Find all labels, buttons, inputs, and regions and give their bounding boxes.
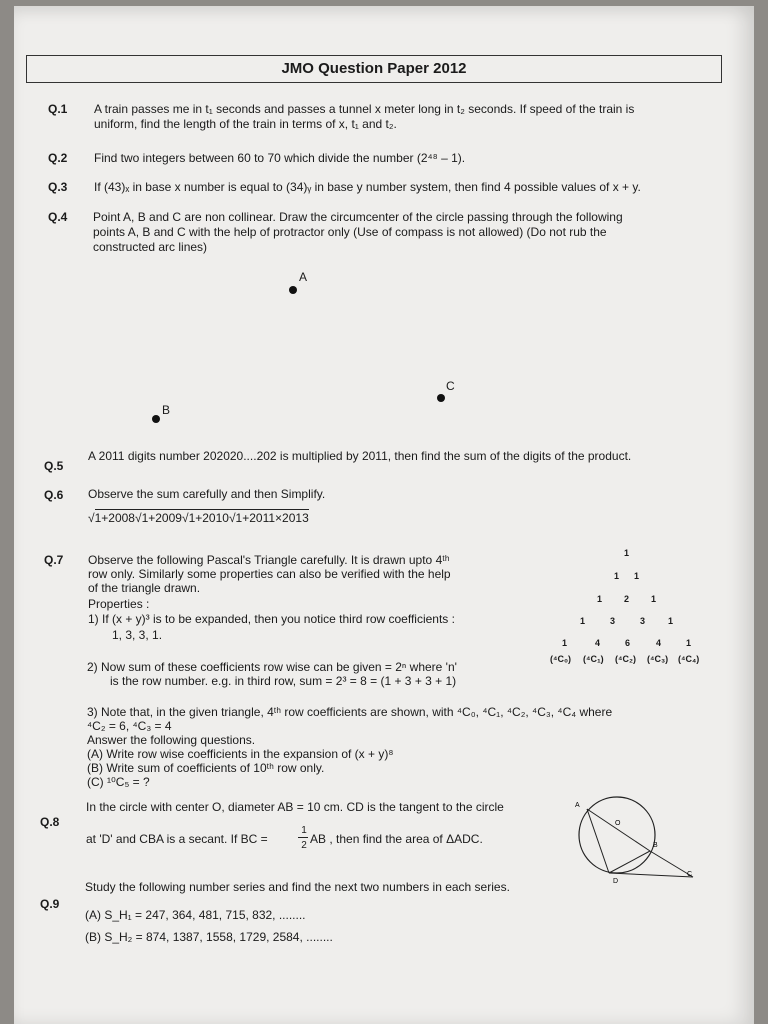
question-text: AB , then find the area of ΔADC. (310, 832, 483, 846)
question-text: row only. Similarly some properties can also be verified with the help (88, 567, 451, 581)
pascal-entry: 6 (625, 638, 631, 648)
question-text: Observe the sum carefully and then Simplify. (88, 487, 326, 501)
pascal-entry: 1 (634, 571, 640, 581)
point-label-a: A (299, 270, 308, 284)
question-number: Q.3 (48, 180, 68, 194)
properties-heading: Properties : (88, 597, 150, 611)
question-text: at 'D' and CBA is a secant. If BC = (86, 832, 268, 846)
circle-tangent-diagram (565, 795, 705, 885)
question-number: Q.7 (44, 553, 64, 567)
property-text: 2) Now sum of these coefficients row wise can be given = 2ⁿ where 'n' (87, 660, 457, 674)
pascal-entry: 1 (651, 594, 657, 604)
question-number: Q.1 (48, 102, 68, 116)
question-text: A train passes me in t₁ seconds and passes a tunnel x meter long in t₂ seconds. If speed of the train is (94, 102, 635, 116)
property-text: 1, 3, 3, 1. (112, 628, 163, 642)
radical-term: 1+2010 (188, 511, 229, 525)
question-text: points A, B and C with the help of protractor only (Use of compass is not allowed) (Do not rub the (93, 225, 607, 239)
circle (579, 797, 655, 873)
pascal-entry: 2 (624, 594, 630, 604)
label-a: A (575, 802, 580, 809)
point-label-c: C (446, 379, 455, 393)
question-text: A 2011 digits number 202020....202 is multiplied by 2011, then find the sum of the digits of the product. (88, 449, 632, 463)
property-text: 1) If (x + y)³ is to be expanded, then you notice third row coefficients : (88, 612, 455, 626)
combination-label: (⁴C₁) (583, 654, 604, 664)
question-text: uniform, find the length of the train in terms of x, t₁ and t₂. (94, 117, 397, 131)
sub-question: (B) Write sum of coefficients of 10ᵗʰ row only. (87, 761, 325, 775)
property-text: ⁴C₂ = 6, ⁴C₃ = 4 (87, 719, 172, 733)
property-text: is the row number. e.g. in third row, sum = 2³ = 8 = (1 + 3 + 3 + 1) (110, 674, 457, 688)
question-text: Point A, B and C are non collinear. Draw the circumcenter of the circle passing through the following (93, 210, 623, 224)
tangent-cd (609, 873, 693, 877)
fraction-denominator: 2 (301, 840, 307, 851)
nested-radical-expression: √1+2008√1+2009√1+2010√1+2011×2013 (88, 511, 309, 525)
question-number: Q.2 (48, 151, 68, 165)
question-number: Q.6 (44, 488, 64, 502)
pascal-entry: 1 (580, 616, 586, 626)
question-text: constructed arc lines) (93, 240, 208, 254)
question-text: Find two integers between 60 to 70 which divide the number (2⁴⁸ – 1). (94, 151, 466, 165)
segment-ad (587, 809, 609, 873)
pascal-entry: 4 (656, 638, 662, 648)
property-text: 3) Note that, in the given triangle, 4ᵗʰ row coefficients are shown, with ⁴C₀, ⁴C₁, ⁴C₂, ⁴C₃, ⁴C₄ where (87, 705, 613, 719)
diameter-ab (587, 809, 650, 851)
question-number: Q.5 (44, 459, 64, 473)
label-c: C (687, 871, 693, 878)
pascal-entry: 3 (640, 616, 646, 626)
fraction-bar (298, 837, 308, 838)
combination-label: (⁴C₀) (550, 654, 572, 664)
combination-label: (⁴C₂) (615, 654, 636, 664)
pascal-entry: 1 (614, 571, 620, 581)
point-c-dot (437, 394, 445, 402)
question-number: Q.8 (40, 815, 60, 829)
radical-term: 1+2011×2013 (235, 511, 309, 525)
label-b: B (653, 842, 658, 849)
point-a-dot (289, 286, 297, 294)
pascal-entry: 1 (597, 594, 603, 604)
question-text: If (43)ₓ in base x number is equal to (34)ᵧ in base y number system, then find 4 possible values of x + y. (94, 180, 641, 194)
pascal-entry: 3 (610, 616, 616, 626)
question-text: Study the following number series and find the next two numbers in each series. (85, 880, 510, 894)
pascal-entry: 4 (595, 638, 601, 648)
question-number: Q.4 (48, 210, 68, 224)
label-d: D (613, 878, 619, 885)
question-number: Q.9 (40, 897, 60, 911)
pascal-entry: 1 (624, 548, 630, 558)
series-item: (B) S_H₂ = 874, 1387, 1558, 1729, 2584, ........ (85, 930, 333, 944)
combination-label: (⁴C₃) (647, 654, 669, 664)
point-b-dot (152, 415, 160, 423)
question-text: Observe the following Pascal's Triangle carefully. It is drawn upto 4ᵗʰ (88, 553, 450, 567)
pascal-entry: 1 (562, 638, 568, 648)
question-text: of the triangle drawn. (88, 581, 201, 595)
combination-label: (⁴C₄) (678, 654, 700, 664)
sub-question: (A) Write row wise coefficients in the expansion of (x + y)⁸ (87, 747, 394, 761)
radical-term: 1+2008 (94, 511, 135, 525)
page-title: JMO Question Paper 2012 (26, 55, 722, 83)
sub-question: (C) ¹⁰C₅ = ? (87, 775, 150, 789)
answer-heading: Answer the following questions. (87, 733, 256, 747)
pascal-entry: 1 (686, 638, 692, 648)
radical-term: 1+2009 (141, 511, 182, 525)
point-label-b: B (162, 403, 171, 417)
fraction-numerator: 1 (301, 825, 307, 836)
label-o: O (615, 820, 621, 827)
series-item: (A) S_H₁ = 247, 364, 481, 715, 832, ........ (85, 908, 306, 922)
question-text: In the circle with center O, diameter AB = 10 cm. CD is the tangent to the circle (86, 800, 504, 814)
pascal-entry: 1 (668, 616, 674, 626)
